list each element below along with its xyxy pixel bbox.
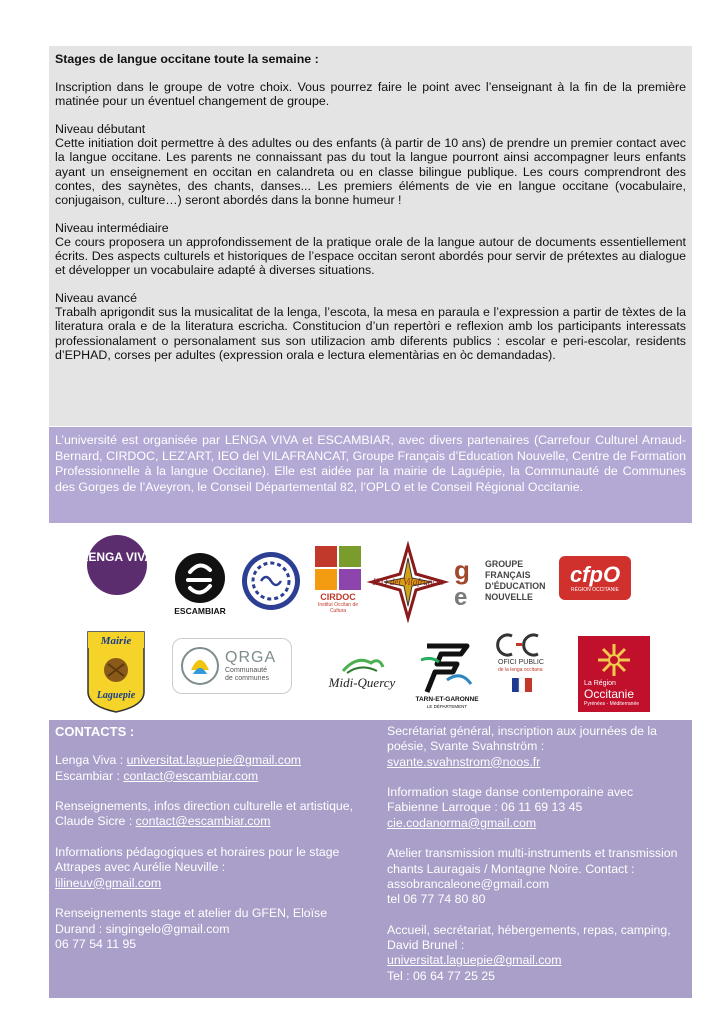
intermediate-heading: Niveau intermédiaire <box>55 220 169 235</box>
contacts-right-column <box>387 724 687 999</box>
gfen-logo <box>454 553 546 609</box>
direction-text: Renseignements, infos direction culturelle et artistique, Claude Sicre : <box>55 799 354 829</box>
accueil-phone: Tel : 06 64 77 25 25 <box>387 968 496 983</box>
svg-text:g: g <box>454 555 470 585</box>
atelier-text: Atelier transmission multi-instruments et transmission chants Lauragais / Montagne Noire. Contact : assobrancaleone@gmail.com <box>387 846 678 891</box>
tarn-line-1: TARN-ET-GARONNE <box>415 696 479 703</box>
contact-atelier <box>387 846 687 907</box>
tarn-et-garonne-logo <box>414 636 480 714</box>
gfen-line-3: D’ÉDUCATION <box>485 581 546 591</box>
escambiar-email-link[interactable]: contact@escambiar.com <box>123 768 259 783</box>
escambiar-logo <box>170 550 230 618</box>
stages-panel <box>49 46 692 426</box>
beginner-heading: Niveau débutant <box>55 122 146 137</box>
direction-email-link[interactable]: contact@escambiar.com <box>135 814 271 829</box>
midi-quercy-text: Midi-Quercy <box>328 675 396 690</box>
gfen-contact-text: Renseignements stage et atelier du GFEN, Eloïse Durand : singingelo@gmail.com <box>55 906 328 936</box>
atelier-phone: tel 06 77 74 80 80 <box>387 892 486 907</box>
oplo-line-2: de la lenga occitana <box>498 667 543 673</box>
peda-text: Informations pédagogiques et horaires pour le stage Attrapes avec Aurélie Neuville : <box>55 845 340 875</box>
gfen-line-4: NOUVELLE <box>485 592 533 602</box>
gfen-line-1: GROUPE <box>485 559 524 569</box>
contacts-left-column <box>55 724 365 967</box>
contact-accueil <box>387 923 687 984</box>
accueil-email-link[interactable]: universitat.laguepie@gmail.com <box>387 953 562 968</box>
cfpo-subtext: RÉGION OCCITANIE <box>571 586 619 593</box>
mairie-laguepie-logo <box>86 630 146 714</box>
advanced-text: Trabalh aprigondit sus la musicalitat de la lenga, l’escota, la mesa en paraula e l’expression a partir de tèxtes de la literatura orala e de la literatura escricha. Constitucion d’un repertòri e reflexion amb los participants interessats professionalament o personalament sus son utilizacion amb diferents publics : escolar e peri-escolar, residents d’EPHAD, corses per adultes (expression orala e lectura elementàrias en òc demandadas). <box>55 305 686 362</box>
region-line-3: Pyrénées - Méditerranée <box>584 701 640 707</box>
region-line-2: Occitanie <box>584 687 635 701</box>
lenga-email-link[interactable]: universitat.laguepie@gmail.com <box>126 753 302 768</box>
mairie-line-1: Mairie <box>100 635 132 647</box>
lenga-viva-text: LENGA VIVA <box>80 550 154 564</box>
lenga-viva-logo <box>80 534 154 596</box>
cfpo-text: cfpO <box>569 561 621 587</box>
region-line-1: La Région <box>584 680 616 687</box>
cirdoc-text: CIRDOC <box>320 592 356 602</box>
ieo-vilafrancat-logo <box>370 544 446 620</box>
intermediate-text: Ce cours proposera un approfondissement de la pratique orale de la langue autour de documents essentiellement écrits. Des aspects culturels et historiques de l’espace occitan seront abordés pour servir de prétextes au dialogue et développer un vocabulaire adapté à diverses situations. <box>55 234 686 278</box>
cirdoc-subtext: Institut Occitan de Cultura <box>317 602 359 614</box>
lezart-logo <box>241 551 301 611</box>
qrga-text: QRGA <box>225 649 277 666</box>
stages-intro: Inscription dans le groupe de votre choix. Vous pourrez faire le point avec l’enseignant à la fin de la première matinée pour un éventuel changement de groupe. <box>55 80 686 109</box>
beginner-text: Cette initiation doit permettre à des adultes ou des enfants (à partir de 10 ans) de prendre un premier contact avec la langue occitane. Les parents ne connaissant pas du tout la langue pourront ainsi accompagner leurs enfants ayant un enseignement en occitan en calandreta ou en classe bilingue publique. Les cours comprendront des contes, des saynètes, des chants, danses... Les premiers éléments de vie en langue occitane (vocabulaire, conjugaison, culture…) seront abordés dans la bonne humeur ! <box>55 136 686 207</box>
contact-lenga-escambiar <box>55 753 365 784</box>
cfpo-logo <box>559 556 631 600</box>
secretariat-email-link[interactable]: svante.svahnstrom@noos.fr <box>387 754 541 769</box>
qrga-subtext-2: de communes <box>225 675 269 682</box>
svg-text:e: e <box>454 584 468 611</box>
cirdoc-logo <box>315 546 361 618</box>
stages-title: Stages de langue occitane toute la semaine : <box>55 52 319 66</box>
advanced-heading: Niveau avancé <box>55 291 137 306</box>
contact-direction <box>55 799 365 830</box>
ieo-text: IEO del Vilafrancat <box>372 577 444 587</box>
escambiar-label: Escambiar : <box>55 768 124 783</box>
secretariat-text: Secrétariat général, inscription aux journées de la poésie, Svante Svahnström : <box>387 724 658 754</box>
contact-danse <box>387 785 687 831</box>
qrga-subtext-1: Communauté <box>225 667 268 674</box>
organisation-panel <box>49 427 692 523</box>
contact-secretariat <box>387 724 687 770</box>
qrga-logo <box>172 638 292 694</box>
region-occitanie-logo <box>578 636 650 712</box>
contact-pedagogique <box>55 845 365 891</box>
gfen-line-2: FRANÇAIS <box>485 570 531 580</box>
mairie-line-2: Laguepie <box>96 690 136 701</box>
tarn-line-2: LE DÉPARTEMENT <box>426 704 468 709</box>
oplo-logo <box>498 632 568 714</box>
danse-email-link[interactable]: cie.codanorma@gmail.com <box>387 815 537 830</box>
lenga-label: Lenga Viva : <box>55 753 127 768</box>
midi-quercy-logo <box>320 650 404 694</box>
contacts-panel <box>49 720 692 998</box>
organisation-text: L’université est organisée par LENGA VIVA et ESCAMBIAR, avec divers partenaires (Carrefour Culturel Arnaud-Bernard, CIRDOC, LEZ’ART, IEO del VILAFRANCAT, Groupe Français d’Education Nouvelle, Centre de Formation Professionnelle à la langue Occitane). Elle est aidée par la mairie de Laguépie, la Communauté de Communes des Gorges de l’Aveyron, le Conseil Départemental 82, l’OPLO et le Conseil Régional Occitanie. <box>55 433 686 494</box>
oplo-line-1: OFICI PUBLIC <box>498 659 544 666</box>
peda-email-link[interactable]: lilineuv@gmail.com <box>55 875 162 890</box>
contact-gfen <box>55 906 365 952</box>
accueil-text: Accueil, secrétariat, hébergements, repas, camping, David Brunel : <box>387 922 671 953</box>
gfen-phone: 06 77 54 11 95 <box>55 936 137 951</box>
contacts-heading: CONTACTS : <box>55 724 135 739</box>
escambiar-text: ESCAMBIAR <box>174 606 226 616</box>
danse-text: Information stage danse contemporaine avec Fabienne Larroque : 06 11 69 13 45 <box>387 785 634 815</box>
